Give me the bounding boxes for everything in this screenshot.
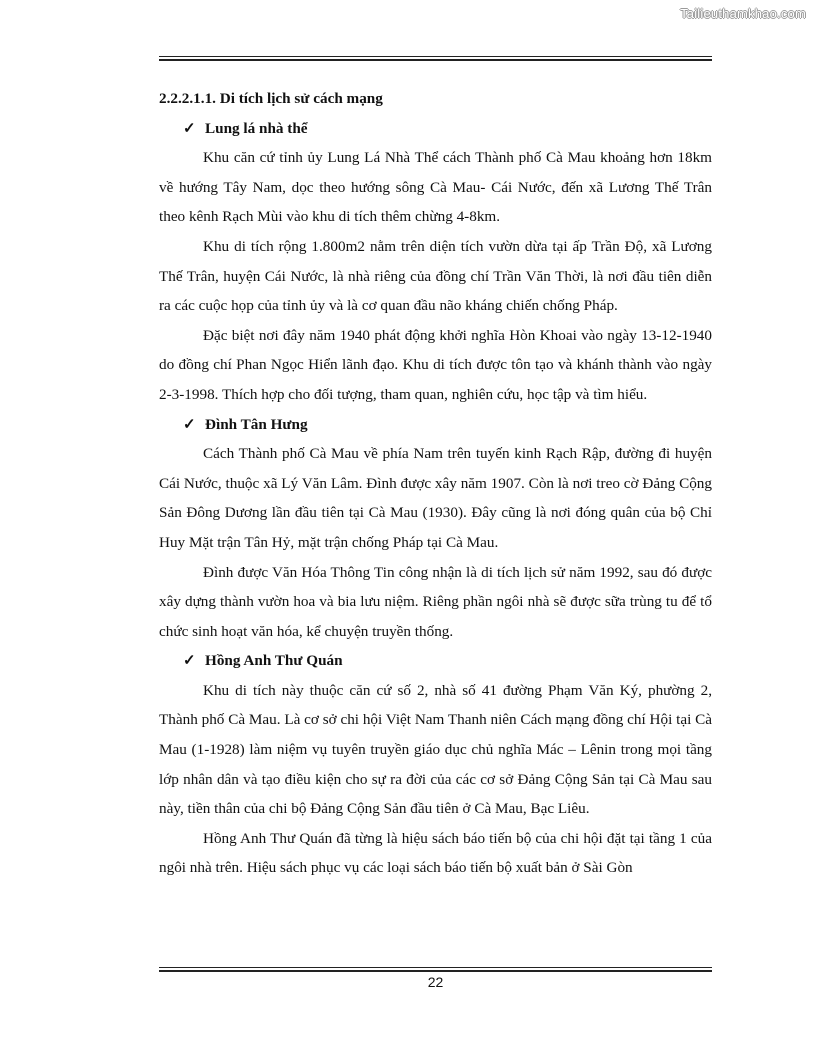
site-title: Hồng Anh Thư Quán [205,652,343,670]
paragraph: Khu di tích rộng 1.800m2 nằm trên diện tích vườn dừa tại ấp Trần Độ, xã Lương Thế Trân, huyện Cái Nước, là nhà riêng của đồng chí Trần Văn Thời, là nơi đầu tiên diễn ra các cuộc họp của tỉnh ủy và là cơ quan đầu não kháng chiến chống Pháp. [159,237,712,315]
checkmark-icon: ✓ [183,415,196,433]
paragraph: Đặc biệt nơi đây năm 1940 phát động khởi nghĩa Hòn Khoai vào ngày 13-12-1940 do đồng chí Phan Ngọc Hiển lãnh đạo. Khu di tích được tôn tạo và khánh thành vào ngày 2-3-1998. Thích hợp cho đối tượng, tham quan, nghiên cứu, học tập và tìm hiểu. [159,326,712,403]
checkmark-icon: ✓ [183,119,196,137]
paragraph: Cách Thành phố Cà Mau về phía Nam trên tuyến kinh Rạch Rập, đường đi huyện Cái Nước, thuộc xã Lý Văn Lâm. Đình được xây năm 1907. Còn là nơi treo cờ Đảng Cộng Sản Đông Dương lần đầu tiên tại Cà Mau (1930). Đây cũng là nơi đóng quân của bộ Chỉ Huy Mặt trận Tân Hỷ, mặt trận chống Pháp tại Cà Mau. [159,445,712,551]
site-heading-dinh-tan-hung [159,410,712,440]
checkmark-icon: ✓ [183,652,196,670]
page-body [159,84,712,883]
site-heading-lung-la-nha-the [159,114,712,144]
page-number: 22 [427,974,444,990]
paragraph: Đình được Văn Hóa Thông Tin công nhận là di tích lịch sử năm 1992, sau đó được xây dựng thành vườn hoa và bia lưu niệm. Riêng phần ngôi nhà sẽ được sữa trùng tu để tổ chức sinh hoạt văn hóa, kể chuyện truyền thống. [159,563,712,640]
site-heading-hong-anh-thu-quan [159,646,712,676]
watermark: Tailieuthamkhao.com [680,6,806,21]
site-title: Đình Tân Hưng [205,415,308,433]
paragraph: Khu di tích này thuộc căn cứ số 2, nhà số 41 đường Phạm Văn Ký, phường 2, Thành phố Cà Mau. Là cơ sở chi hội Việt Nam Thanh niên Cách mạng đồng chí Hội tại Cà Mau (1-1928) làm niệm vụ tuyên truyền giáo dục chủ nghĩa Mác – Lênin trong mọi tầng lớp nhân dân và tạo điều kiện cho sự ra đời của các cơ sở Đảng Cộng Sản tại Cà Mau sau này, tiền thân của chi bộ Đảng Cộng Sản đầu tiên ở Cà Mau, Bạc Liêu. [159,681,712,818]
header-rule [159,56,712,61]
site-title: Lung lá nhà thể [205,119,308,137]
footer-rule [159,967,712,972]
paragraph: Hồng Anh Thư Quán đã từng là hiệu sách báo tiến bộ của chi hội đặt tại tầng 1 của ngôi nhà trên. Hiệu sách phục vụ các loại sách báo tiến bộ xuất bản ở Sài Gòn [159,829,712,877]
paragraph: Khu căn cứ tỉnh ủy Lung Lá Nhà Thể cách Thành phố Cà Mau khoảng hơn 18km về hướng Tây Nam, dọc theo hướng sông Cà Mau- Cái Nước, đến xã Lương Thế Trân theo kênh Rạch Mùi vào khu di tích thêm chừng 4-8km. [159,149,712,226]
section-heading: 2.2.2.1.1. Di tích lịch sử cách mạng [159,90,383,107]
